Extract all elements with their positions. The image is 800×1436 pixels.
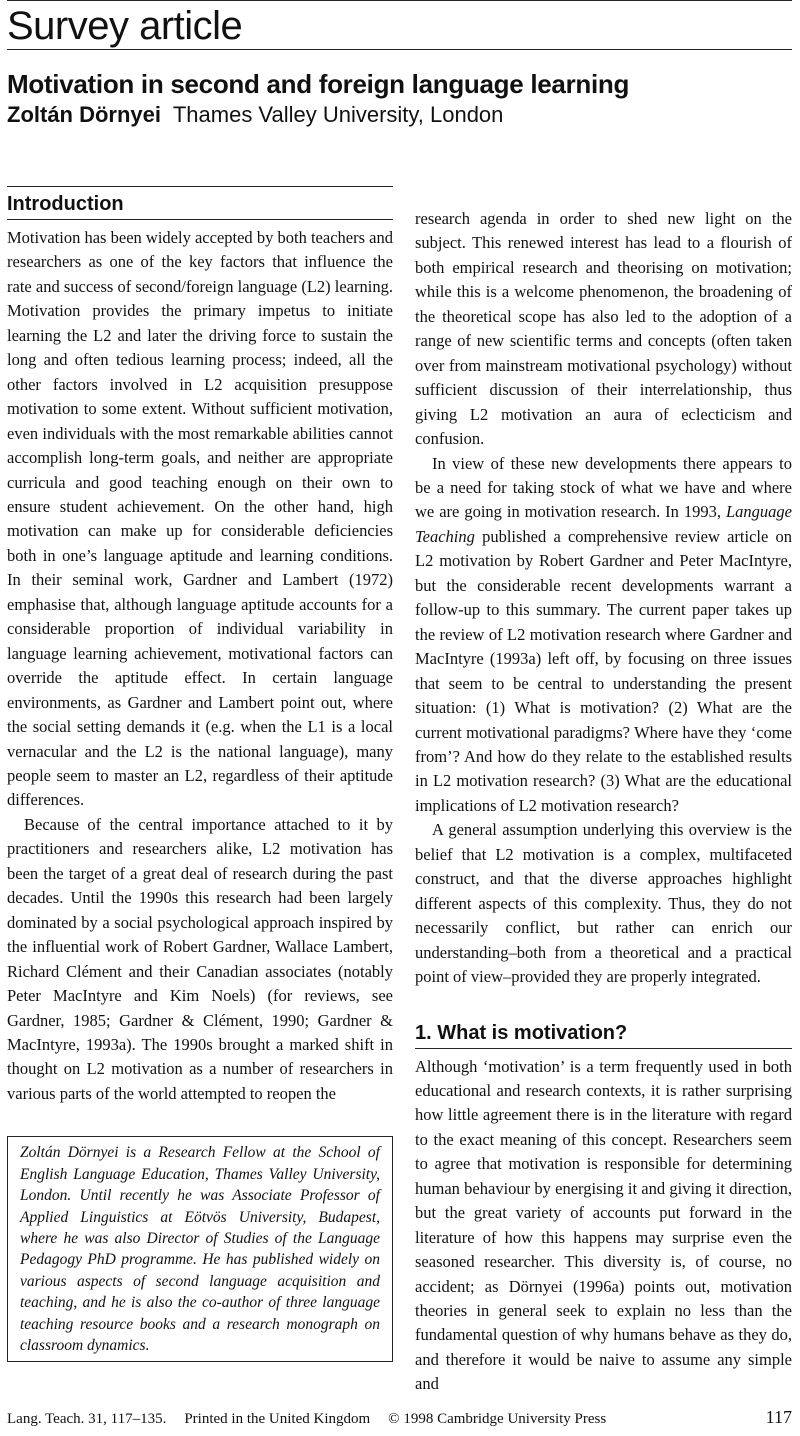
paragraph: A general assumption underlying this overview is the belief that L2 motivation is a complex, multifaceted construct, and that the diverse approaches highlight different aspects of this complexity. Thus, they do not necessarily conflict, but rather can enrich our understanding–both from a theoretical and a practical point of view–provided they are properly integrated. [415, 820, 792, 987]
right-text [415, 207, 792, 990]
printed-note: Printed in the United Kingdom [184, 1410, 371, 1427]
text: published a comprehensive review article on L2 motivation by Robert Gardner and Peter MacIntyre, but the considerable recent developments warrant a follow-up to this summary. The current paper takes up the review of L2 motivation research where Gardner and MacIntyre (1993a) left off, by focusing on three issues that seem to be central to understanding the present situation: (1) What is motivation? (2) What are the current motivational paradigms? Where have they ‘come from’? And how do they relate to the established results in L2 motivation research? (3) What are the educational implications of L2 motivation research? [415, 526, 792, 815]
left-column [7, 186, 393, 1397]
affiliation: Thames Valley University, London [172, 102, 504, 127]
author-bio-box: Zoltán Dörnyei is a Research Fellow at the School of English Language Education, Thames Valley University, London. Until recently he was Associate Professor of Applied Linguistics at Eötvös University, Budapest, where he was also Director of Studies of the Language Pedagogy PhD programme. He has published widely on various aspects of second language acquisition and teaching, and he is also the co-author of three language teaching resource books and a research monograph on classroom dynamics. [7, 1136, 393, 1362]
right-column [415, 186, 792, 1397]
paragraph: Motivation has been widely accepted by both teachers and researchers as one of the key factors that influence the rate and success of second/foreign language (L2) learning. Motivation provides the primary impetus to initiate learning the L2 and later the driving force to sustain the long and often tedious learning process; indeed, all the other factors involved in L2 acquisition presuppose motivation to some extent. Without sufficient motivation, even individuals with the most remarkable abilities cannot accomplish long-term goals, and neither are appropriate curricula and good teaching enough on their own to ensure student achievement. On the other hand, high motivation can make up for considerable deficiencies both in one’s language aptitude and learning conditions. In their seminal work, Gardner and Lambert (1972) emphasise that, although language aptitude accounts for a considerable proportion of individual variability in language learning achievement, motivational factors can override the aptitude effect. In certain language environments, as Gardner and Lambert point out, where the social setting demands it (e.g. when the L1 is a local vernacular and the L2 is the national language), many people seem to master an L2, regardless of their aptitude differences. [7, 228, 393, 810]
paragraph [415, 452, 792, 819]
intro-heading: Introduction [7, 193, 124, 215]
footer-left [7, 1410, 620, 1428]
paragraph: Because of the central importance attached to it by practitioners and researchers alike, L2 motivation has been the target of a great deal of research during the past decades. Until the 1990s this research had been largely dominated by a social psychological approach inspired by the influential work of Robert Gardner, Wallace Lambert, Richard Clément and their Canadian associates (notably Peter MacIntyre and Kim Noels) (for reviews, see Gardner, 1985; Gardner & Clément, 1990; Gardner & MacIntyre, 1993a). The 1990s brought a marked shift in thought on L2 motivation as a number of researchers in various parts of the world attempted to reopen the [7, 814, 393, 1103]
right-text-continued [415, 1055, 792, 1397]
section-kicker: Survey article [7, 4, 243, 48]
byline [7, 100, 792, 130]
article-title: Motivation in second and foreign language learning [7, 69, 630, 99]
article-body [0, 186, 800, 1397]
intro-rule-bottom [7, 219, 393, 220]
copyright: © 1998 Cambridge University Press [388, 1410, 607, 1427]
page-number: 117 [765, 1406, 792, 1427]
text: In view of these new developments there appears to be a need for taking stock of what we have and where we are going in motivation research. In 1993, [415, 453, 792, 522]
citation: Lang. Teach. 31, 117–135. [7, 1410, 167, 1427]
journal-name: Language Teaching [415, 502, 792, 546]
left-text [7, 226, 393, 1106]
footer [0, 1397, 800, 1436]
kicker-rule [7, 49, 792, 50]
paragraph: research agenda in order to shed new light on the subject. This renewed interest has lead to a flourish of both empirical research and theorising on motivation; while this is a welcome phenomenon, the broadening of the theoretical scope has also led to the adoption of a range of new scientific terms and concepts (often taken over from mainstream motivational psychology) without sufficient discussion of their interrelationship, thus giving L2 motivation an aura of eclecticism and confusion. [415, 209, 792, 449]
author-name: Zoltán Dörnyei [7, 102, 162, 127]
article-header [0, 0, 800, 130]
paragraph: Although ‘motivation’ is a term frequently used in both educational and research contexts, it is rather surprising how little agreement there is in the literature with regard to the exact meaning of this concept. Researchers seem to agree that motivation is responsible for determining human behaviour by energising it and giving it direction, but the great variety of accounts put forward in the literature of how this happens may surprise even the seasoned researcher. This diversity is, of course, no accident; as Dörnyei (1996a) points out, motivation theories in general seek to explain no less than the fundamental question of why humans behave as they do, and therefore it would be naive to assume any simple and [415, 1056, 792, 1394]
section-1-rule [415, 1048, 792, 1049]
section-1-heading: 1. What is motivation? [415, 1021, 628, 1044]
